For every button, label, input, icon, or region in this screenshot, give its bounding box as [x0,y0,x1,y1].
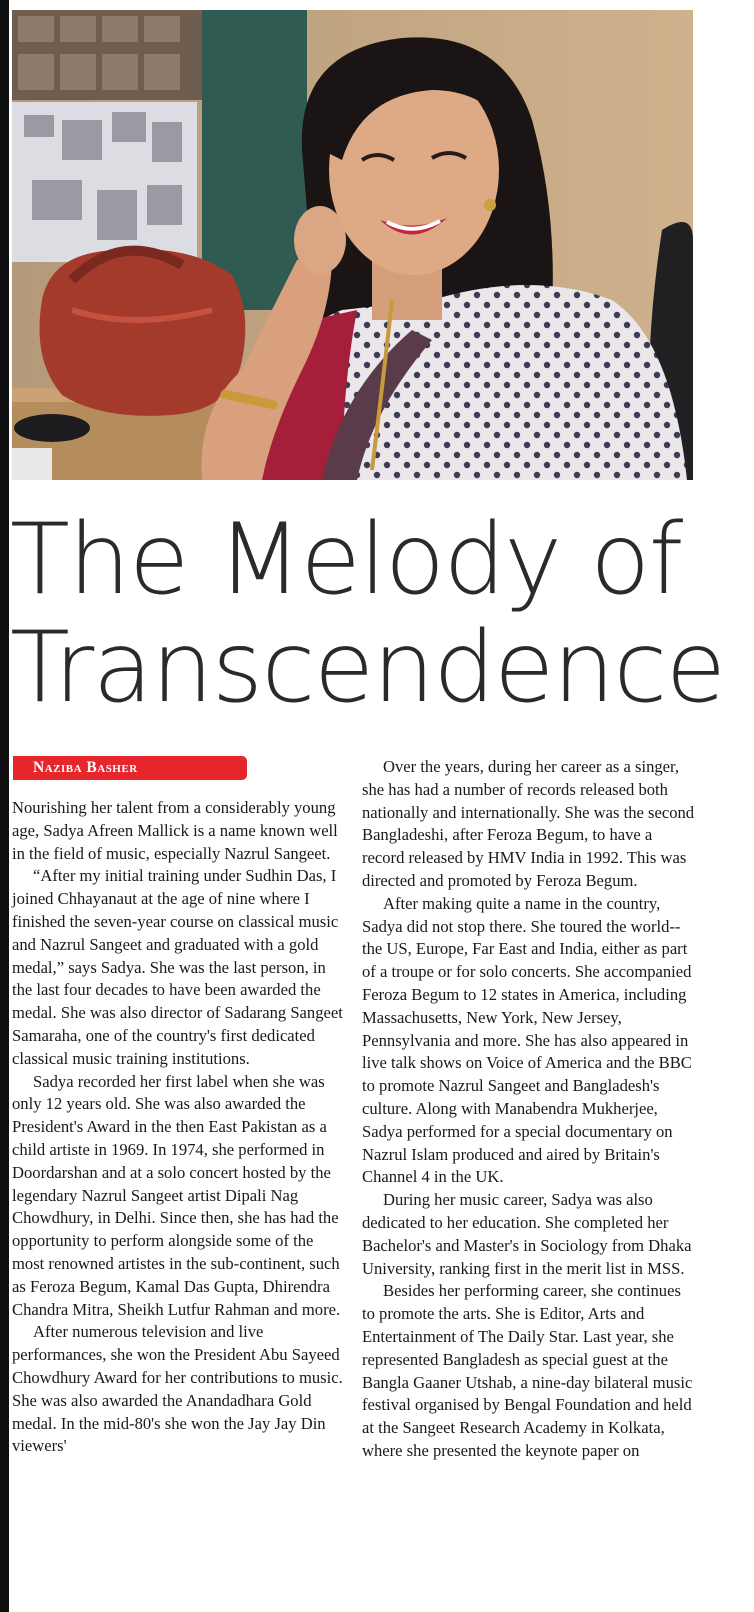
paragraph: Besides her performing career, she continues to promote the arts. She is Editor, Arts and Entertainment of The Daily Star. Last year, she represented Bangladesh as special guest at the Bangla Gaaner Utshab, a nine-day bilateral music festival organised by Bengal Foundation and held at the Sangeet Research Academy in Kolkata, where she presented the keynote paper on [362,1281,693,1460]
byline-author: Naziba Basher [33,759,138,776]
headline-line-1: The Melody of [10,503,682,617]
headline-line-2: Transcendence [10,611,725,725]
headline [10,503,750,725]
article-column-right [362,756,697,1463]
paragraph: Over the years, during her career as a singer, she has had a number of records released both nationally and internationally. She was the second Bangladeshi, after Feroza Begum, to have a record released by HMV India in 1992. This was directed and promoted by Feroza Begum. [362,757,695,890]
article-column-left [12,797,344,1458]
byline-badge [13,756,247,780]
paragraph: Nourishing her talent from a considerably young age, Sadya Afreen Mallick is a name known well in the field of music, especially Nazrul Sangeet. [12,798,338,863]
paragraph: During her music career, Sadya was also dedicated to her education. She completed her Bachelor's and Master's in Sociology from Dhaka University, ranking first in the merit list in MSS. [362,1190,692,1278]
paragraph: After making quite a name in the country, Sadya did not stop there. She toured the world-- the US, Europe, Far East and India, either as part of a troupe or for solo concerts. She accompanied Feroza Begum to 12 states in America, including Massachusetts, New York, New Jersey, Pennsylvania and more. She has also appeared in live talk shows on Voice of America and the BBC to promote Nazrul Sangeet and Bangladesh's culture. Along with Manabendra Mukherjee, Sadya performed for a special documentary on Nazrul Islam produced and aired by Britain's Channel 4 in the UK. [362,893,692,1187]
paragraph: After numerous television and live performances, she won the President Abu Sayeed Chowdhury Award for her contributions to music. She was also awarded the Anandadhara Gold medal. In the mid-80's she won the Jay Jay Din viewers' [12,1322,343,1456]
paragraph: Sadya recorded her first label when she was only 12 years old. She was also awarded the President's Award in the then East Pakistan as a child artiste in 1969. In 1974, she performed in Doordarshan and at a solo concert hosted by the legendary Nazrul Sangeet artist Dipali Nag Chowdhury, in Delhi. Since then, she has had the opportunity to perform alongside some of the most renowned artistes in the sub-continent, such as Feroza Begum, Kamal Das Gupta, Dhirendra Chandra Mitra, Sheikh Lutfur Rahman and more. [12,1071,341,1319]
portrait-photo [12,10,693,480]
paragraph: “After my initial training under Sudhin Das, I joined Chhayanaut at the age of nine where I finished the seven-year course on classical music and Nazrul Sangeet and graduated with a gold medal,” says Sadya. She was the last person, in the last four decades to have been awarded the medal. She was also director of Sadarang Sangeet Samaraha, one of the country's first dedicated classical music training institutions. [12,866,343,1068]
page-edge-bar [0,0,9,1612]
